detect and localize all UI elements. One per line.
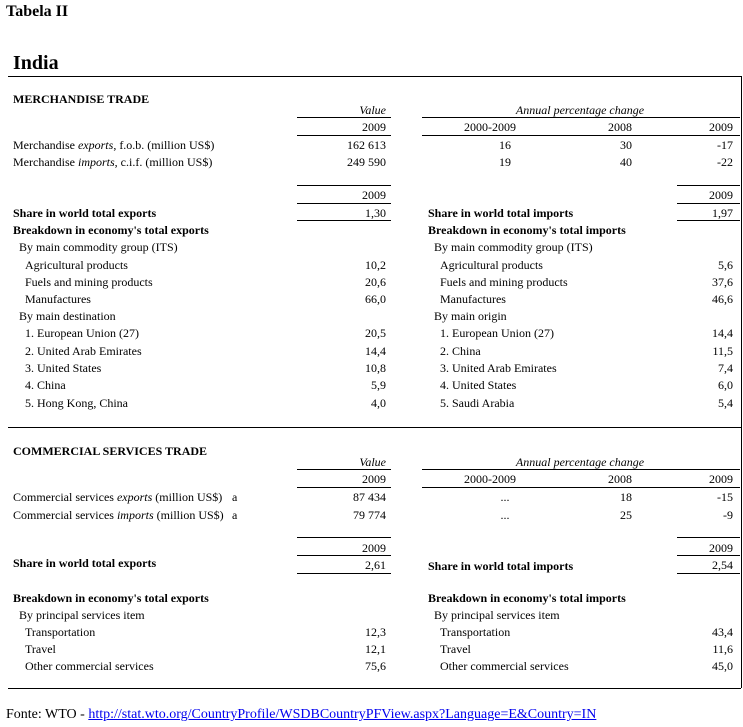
commodity-group-label-right: By main commodity group (ITS) <box>434 240 593 254</box>
services-exports-c1: ... <box>500 490 510 504</box>
list-item: Other commercial services <box>440 659 569 673</box>
list-item-value: 45,0 <box>712 659 733 673</box>
list-item: 5. Hong Kong, China <box>25 396 128 410</box>
list-item-value: 43,4 <box>712 625 733 639</box>
rule <box>297 555 391 556</box>
apc-header: Annual percentage change <box>515 455 645 469</box>
services-exports-c2: 18 <box>620 490 632 504</box>
share-imports-label: Share in world total imports <box>428 206 574 220</box>
services-imports-value: 79 774 <box>353 508 386 522</box>
share-imports-label: Share in world total imports <box>428 559 574 573</box>
col-2009b: 2009 <box>709 472 733 486</box>
services-imports-c3: -9 <box>723 508 733 522</box>
rule <box>297 185 391 186</box>
source-line <box>6 707 596 723</box>
source-link[interactable]: http://stat.wto.org/CountryProfile/WSDBCountryPFView.aspx?Language=E&Country=IN <box>88 707 597 722</box>
list-item: 5. Saudi Arabia <box>440 396 515 410</box>
right-border <box>741 76 742 688</box>
rule <box>677 555 740 556</box>
share-exports-value: 1,30 <box>365 206 386 220</box>
list-item-value: 12,3 <box>365 625 386 639</box>
list-item-value: 37,6 <box>712 275 733 289</box>
services-exports-label: Commercial services exports (million US$) <box>13 490 223 504</box>
col-2008: 2008 <box>608 472 632 486</box>
list-item-value: 5,4 <box>718 396 733 410</box>
list-item: Manufactures <box>440 292 506 306</box>
list-item-value: 14,4 <box>365 344 386 358</box>
list-item-value: 7,4 <box>718 361 733 375</box>
rule <box>297 135 391 136</box>
list-item-value: 20,6 <box>365 275 386 289</box>
list-item: Travel <box>25 642 56 656</box>
col-2009: 2009 <box>362 120 386 134</box>
rule <box>422 487 740 488</box>
rule <box>677 220 740 221</box>
merch-imports-value: 249 590 <box>347 155 386 169</box>
services-imports-c2: 25 <box>620 508 632 522</box>
services-item-label-right: By principal services item <box>434 608 560 622</box>
doc-title: Tabela II <box>6 3 69 20</box>
rule <box>297 537 391 538</box>
breakdown-exports-label: Breakdown in economy's total exports <box>13 591 209 605</box>
year-right: 2009 <box>709 541 733 555</box>
col-2008: 2008 <box>608 120 632 134</box>
rule <box>677 573 740 574</box>
col-2000-2009: 2000-2009 <box>464 472 516 486</box>
list-item: Agricultural products <box>25 258 128 272</box>
list-item: 3. United States <box>25 361 102 375</box>
value-header: Value <box>359 103 386 117</box>
share-exports-value: 2,61 <box>365 558 386 572</box>
section-title: COMMERCIAL SERVICES TRADE <box>13 444 208 458</box>
breakdown-exports-label: Breakdown in economy's total exports <box>13 223 209 237</box>
list-item: Fuels and mining products <box>440 275 568 289</box>
col-2000-2009: 2000-2009 <box>464 120 516 134</box>
list-item: 1. European Union (27) <box>440 326 554 340</box>
bottom-rule <box>8 688 741 689</box>
services-exports-c3: -15 <box>717 490 733 504</box>
list-item: Fuels and mining products <box>25 275 153 289</box>
rule <box>297 487 391 488</box>
list-item-value: 66,0 <box>365 292 386 306</box>
list-item-value: 20,5 <box>365 326 386 340</box>
merch-imports-label: Merchandise imports, c.i.f. (million US$) <box>13 155 213 169</box>
rule <box>677 185 740 186</box>
rule <box>422 469 740 470</box>
year-right: 2009 <box>709 188 733 202</box>
breakdown-imports-label: Breakdown in economy's total imports <box>428 223 626 237</box>
services-item-label-left: By principal services item <box>19 608 145 622</box>
share-imports-value: 1,97 <box>712 206 733 220</box>
rule <box>422 117 740 118</box>
rule <box>297 117 391 118</box>
merch-imports-c3: -22 <box>717 155 733 169</box>
list-item-value: 46,6 <box>712 292 733 306</box>
services-imports-label: Commercial services imports (million US$) <box>13 508 224 522</box>
rule <box>677 203 740 204</box>
list-item-value: 14,4 <box>712 326 733 340</box>
rule <box>297 220 391 221</box>
services-imports-note: a <box>232 508 238 522</box>
list-item: Other commercial services <box>25 659 154 673</box>
list-item-value: 11,6 <box>712 642 733 656</box>
rule <box>297 573 391 574</box>
country-title: India <box>13 52 59 74</box>
rule <box>297 469 391 470</box>
source-prefix: Fonte: WTO - <box>6 707 89 722</box>
share-exports-label: Share in world total exports <box>13 556 157 570</box>
list-item: 1. European Union (27) <box>25 326 139 340</box>
list-item-value: 12,1 <box>365 642 386 656</box>
merch-exports-c2: 30 <box>620 138 632 152</box>
share-imports-value: 2,54 <box>712 558 733 572</box>
col-2009b: 2009 <box>709 120 733 134</box>
list-item-value: 4,0 <box>371 396 386 410</box>
rule <box>677 537 740 538</box>
value-header: Value <box>359 455 386 469</box>
section-title: MERCHANDISE TRADE <box>13 92 150 106</box>
list-item-value: 5,9 <box>371 378 386 392</box>
list-item: Agricultural products <box>440 258 543 272</box>
merch-exports-label: Merchandise exports, f.o.b. (million US$) <box>13 138 215 152</box>
list-item: 2. United Arab Emirates <box>25 344 142 358</box>
services-exports-value: 87 434 <box>353 490 386 504</box>
merch-exports-c1: 16 <box>499 138 511 152</box>
list-item-value: 5,6 <box>718 258 733 272</box>
merch-imports-c1: 19 <box>499 155 511 169</box>
year-left: 2009 <box>362 188 386 202</box>
list-item: 4. China <box>25 378 66 392</box>
section-separator <box>8 427 741 428</box>
share-exports-label: Share in world total exports <box>13 206 157 220</box>
apc-header: Annual percentage change <box>515 103 645 117</box>
list-item: Travel <box>440 642 471 656</box>
list-item-value: 75,6 <box>365 659 386 673</box>
list-item: Transportation <box>25 625 96 639</box>
list-item: Transportation <box>440 625 511 639</box>
list-item: Manufactures <box>25 292 91 306</box>
year-left: 2009 <box>362 541 386 555</box>
services-exports-note: a <box>232 490 238 504</box>
breakdown-imports-label: Breakdown in economy's total imports <box>428 591 626 605</box>
top-rule <box>8 76 741 77</box>
merch-imports-c2: 40 <box>620 155 632 169</box>
destination-label: By main destination <box>19 309 116 323</box>
list-item: 2. China <box>440 344 481 358</box>
services-imports-c1: ... <box>500 508 510 522</box>
commodity-group-label-left: By main commodity group (ITS) <box>19 240 178 254</box>
merch-exports-c3: -17 <box>717 138 733 152</box>
list-item: 3. United Arab Emirates <box>440 361 557 375</box>
rule <box>297 203 391 204</box>
list-item: 4. United States <box>440 378 517 392</box>
list-item-value: 10,2 <box>365 258 386 272</box>
origin-label: By main origin <box>434 309 507 323</box>
list-item-value: 6,0 <box>718 378 733 392</box>
list-item-value: 10,8 <box>365 361 386 375</box>
list-item-value: 11,5 <box>712 344 733 358</box>
merch-exports-value: 162 613 <box>347 138 386 152</box>
col-2009: 2009 <box>362 472 386 486</box>
rule <box>422 135 740 136</box>
